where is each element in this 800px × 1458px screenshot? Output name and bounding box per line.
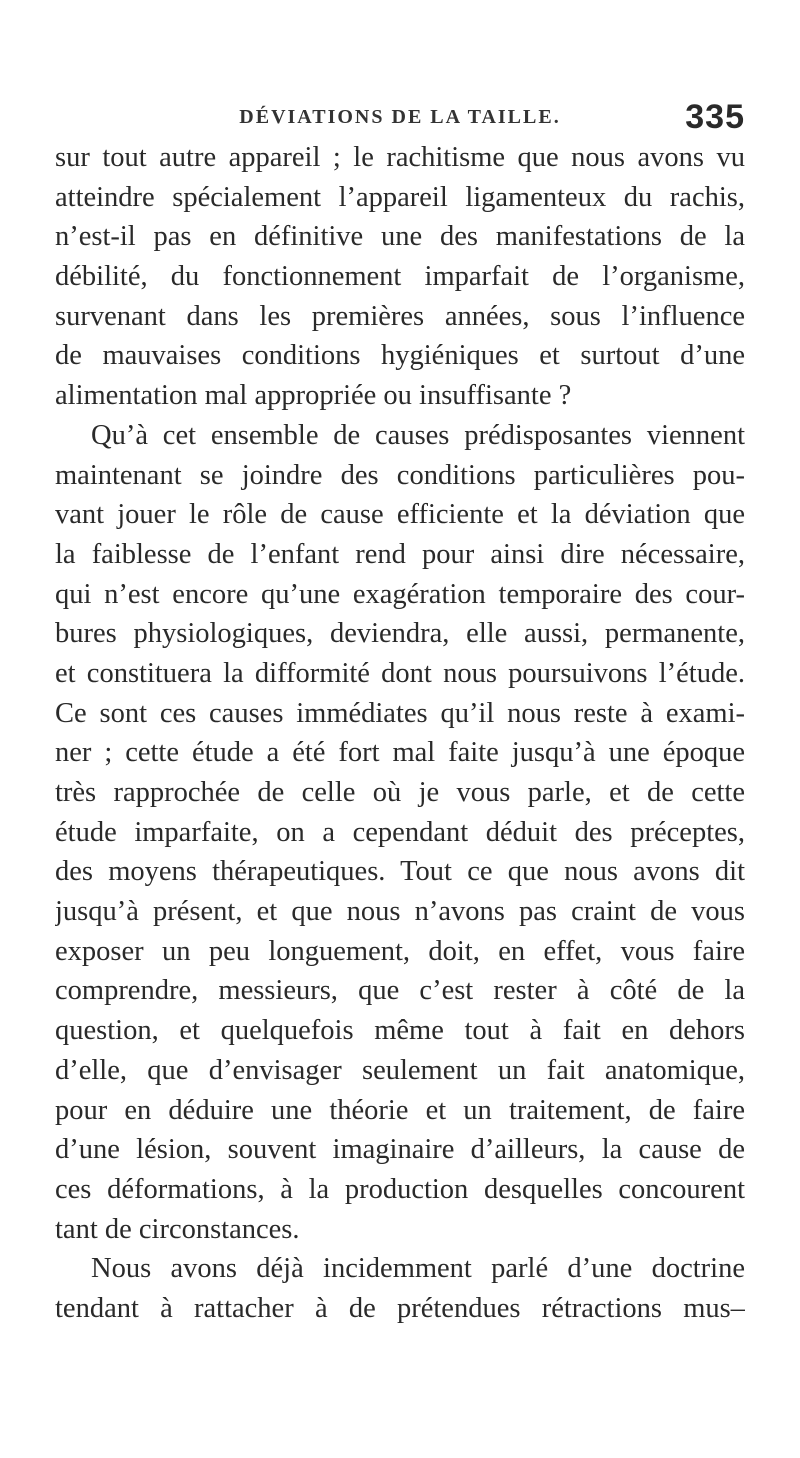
text-line: exposer un peu longuement, doit, en effet, vous faire bbox=[55, 935, 745, 967]
page-number: 335 bbox=[685, 98, 745, 136]
text-line: sur tout autre appareil ; le rachitisme que nous avons vu bbox=[55, 142, 745, 173]
text-line: alimentation mal appropriée ou insuffisante ? bbox=[55, 380, 572, 412]
text-line: étude imparfaite, on a cependant déduit des préceptes, bbox=[55, 816, 745, 848]
text-line: maintenant se joindre des conditions particulières pou- bbox=[55, 459, 745, 491]
text-line: débilité, du fonctionnement imparfait de l’organisme, bbox=[55, 261, 745, 293]
text-line: bures physiologiques, deviendra, elle aussi, permanente, bbox=[55, 618, 745, 650]
text-line: atteindre spécialement l’appareil ligamenteux du rachis, bbox=[55, 181, 745, 213]
body-text bbox=[55, 138, 745, 1329]
text-line: de mauvaises conditions hygiéniques et surtout d’une bbox=[55, 340, 745, 372]
text-line: Nous avons déjà incidemment parlé d’une doctrine bbox=[91, 1253, 745, 1285]
running-title: DÉVIATIONS DE LA TAILLE. bbox=[239, 106, 561, 128]
text-line: ces déformations, à la production desquelles concourent bbox=[55, 1173, 745, 1205]
text-line: ner ; cette étude a été fort mal faite jusqu’à une époque bbox=[55, 737, 745, 769]
text-line: très rapprochée de celle où je vous parle, et de cette bbox=[55, 777, 745, 808]
text-line: vant jouer le rôle de cause efficiente et la déviation que bbox=[55, 499, 745, 531]
text-line: d’une lésion, souvent imaginaire d’ailleurs, la cause de bbox=[55, 1134, 745, 1166]
text-line: des moyens thérapeutiques. Tout ce que nous avons dit bbox=[55, 856, 745, 888]
text-line: comprendre, messieurs, que c’est rester à côté de la bbox=[55, 975, 745, 1007]
text-line: tendant à rattacher à de prétendues rétractions mus– bbox=[55, 1292, 745, 1324]
text-line: d’elle, que d’envisager seulement un fait anatomique, bbox=[55, 1054, 745, 1086]
text-line: question, et quelquefois même tout à fait en dehors bbox=[55, 1015, 745, 1047]
text-line: la faiblesse de l’enfant rend pour ainsi dire nécessaire, bbox=[55, 538, 745, 570]
text-line: n’est-il pas en définitive une des manifestations de la bbox=[55, 221, 745, 253]
text-line: Qu’à cet ensemble de causes prédisposantes viennent bbox=[91, 419, 745, 451]
text-line: Ce sont ces causes immédiates qu’il nous reste à exami- bbox=[55, 697, 745, 729]
text-line: survenant dans les premières années, sous l’influence bbox=[55, 300, 745, 332]
text-line: qui n’est encore qu’une exagération temporaire des cour- bbox=[55, 578, 745, 610]
text-line: tant de circonstances. bbox=[55, 1213, 300, 1245]
text-line: et constituera la difformité dont nous poursuivons l’étude. bbox=[55, 657, 745, 689]
running-head bbox=[0, 100, 800, 140]
text-line: jusqu’à présent, et que nous n’avons pas craint de vous bbox=[55, 896, 745, 928]
text-line: pour en déduire une théorie et un traitement, de faire bbox=[55, 1094, 745, 1126]
